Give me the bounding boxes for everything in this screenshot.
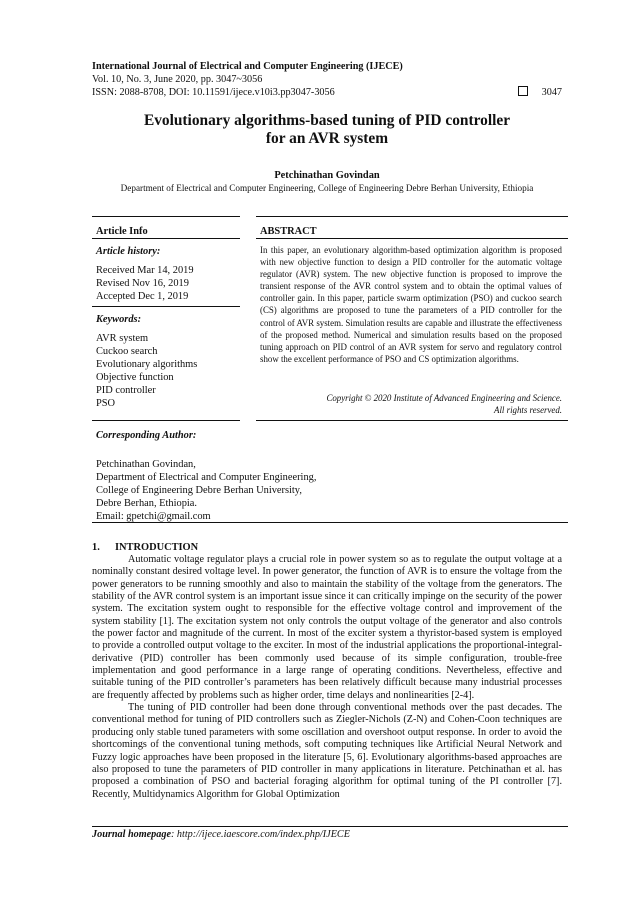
article-info-header-rule (92, 238, 240, 239)
introduction-body (92, 554, 562, 801)
footer-url[interactable]: : http://ijece.iaescore.com/index.php/IJECE (170, 829, 350, 840)
history-label: Article history: (96, 246, 161, 257)
keywords-list (96, 332, 197, 410)
body-paragraph: The tuning of PID controller had been done through conventional methods over the past decades. The conventional method for tuning of PID controllers such as Ziegler-Nichols (Z-N) and Cohen-Coon techniques are producing only stable tuned parameters with some oscillation and overshoot output response. In order to avoid the shortcomings of the conventional tuning methods, soft computing techniques like Artificial Neural Network and Fuzzy logic approaches have been proposed in the literature [5, 6]. Evolutionary algorithms-based approaches are also proposed to tune the parameters of PID controller in many applications in literature. Petchinathan et al. has proposed a combination of PSO and bacterial foraging algorithm for optimal tuning of the PI controller [7]. Recently, Multidynamics Algorithm for Global Optimization (92, 702, 562, 800)
keyword-item: Cuckoo search (96, 346, 158, 357)
front-matter-bottom-rule (92, 522, 568, 523)
keywords-bottom-rule (92, 420, 240, 421)
author-name: Petchinathan Govindan (274, 170, 380, 181)
section-number: 1. (92, 542, 100, 553)
history-list (96, 264, 194, 303)
article-info-heading: Article Info (96, 226, 148, 237)
keyword-item: PID controller (96, 385, 156, 396)
keywords-label: Keywords: (96, 314, 142, 325)
journal-header (92, 60, 562, 99)
abstract-top-rule (256, 216, 568, 217)
corresponding-author-label: Corresponding Author: (96, 430, 197, 441)
abstract-text: In this paper, an evolutionary algorithm-based optimization algorithm is proposed with new objective function to design a PID controller for the automatic voltage regulator (AVR) system. The new objective function is proposed to improve the transient response of the AVR control system and to obtain the optimal values of controller gain. In this paper, particle swarm optimization (PSO) and cuckoo search (CS) algorithms are proposed to tune the parameters of a PID controller for the control of AVR system. Simulation results are capable and illustrate the effectiveness of the proposed method. Numerical and simulation results based on the proposed tuning approach on PID control of an AVR system for servo and regulatory control show the excellent performance of PSO and CS optimization algorithms. (260, 245, 562, 364)
checkbox-icon (518, 86, 528, 96)
keyword-item: PSO (96, 398, 116, 409)
abstract-bottom-rule (256, 420, 568, 421)
abstract-heading: ABSTRACT (260, 226, 317, 237)
copyright-line-2: All rights reserved. (494, 405, 562, 415)
corresponding-line: Debre Berhan, Ethiopia. (96, 498, 197, 509)
corresponding-email: Email: gpetchi@gmail.com (96, 511, 211, 522)
issn-line: ISSN: 2088-8708, DOI: 10.11591/ijece.v10i3.pp3047-3056 (92, 87, 335, 98)
keyword-item: Objective function (96, 372, 174, 383)
section-heading-introduction (92, 542, 198, 553)
issn-row (92, 86, 562, 99)
page-number: 3047 (541, 87, 562, 98)
history-item: Accepted Dec 1, 2019 (96, 291, 189, 302)
abstract-header-rule (256, 238, 568, 239)
section-title: INTRODUCTION (115, 542, 199, 553)
body-paragraph: Automatic voltage regulator plays a crucial role in power system so as to regulate the output voltage at a nominally constant desired voltage level. In power generator, the function of AVR is to ensure the voltage from the power generators to be running smoothly and also to maintain the stability of the voltage from the generators. The stability of the AVR control system is an important issue since it can critically impinge on the security of the power system. The excitation system ought to responsible for the effective voltage control and improvement of the system stability [1]. The excitation system not only controls the output voltage of the generator and also controls the power factor and magnitude of the current. In most of the exciter system a thyristor-based system is employed to provide a controlled output voltage to the exciter. In most of the industrial applications the proportional-integral-derivative (PID) controller has been commonly used because of its simple configuration, trouble-free implementation and good performance in a large range of operating conditions. Nevertheless, effective and suitable tuning of the PID controller’s parameters has been relatively difficult because many industrial processes are frequently affected by problems such as higher order, time delays and nonlinearities [2-4]. (92, 554, 562, 701)
author-affiliation: Department of Electrical and Computer Engineering, College of Engineering Debre Berhan University, Ethiopia (120, 183, 534, 193)
copyright-notice (260, 392, 562, 416)
journal-name: International Journal of Electrical and Computer Engineering (IJECE) (92, 61, 403, 72)
footer-label: Journal homepage (92, 829, 171, 840)
corresponding-author-details (96, 458, 316, 523)
volume-line: Vol. 10, No. 3, June 2020, pp. 3047~3056 (92, 74, 263, 85)
footer-rule (92, 826, 568, 827)
journal-homepage-footer (92, 829, 350, 840)
corresponding-line: Petchinathan Govindan, (96, 459, 196, 470)
paper-title (92, 112, 562, 148)
copyright-line-1: Copyright © 2020 Institute of Advanced Engineering and Science. (326, 393, 562, 403)
history-item: Received Mar 14, 2019 (96, 265, 194, 276)
corresponding-line: College of Engineering Debre Berhan University, (96, 485, 302, 496)
history-item: Revised Nov 16, 2019 (96, 278, 189, 289)
title-line-1: Evolutionary algorithms-based tuning of PID controller (143, 112, 511, 129)
title-line-2: for an AVR system (265, 130, 389, 147)
keyword-item: Evolutionary algorithms (96, 359, 198, 370)
history-rule (92, 306, 240, 307)
article-info-top-rule (92, 216, 240, 217)
corresponding-line: Department of Electrical and Computer Engineering, (96, 472, 317, 483)
keyword-item: AVR system (96, 333, 149, 344)
page-number-group (518, 86, 562, 99)
